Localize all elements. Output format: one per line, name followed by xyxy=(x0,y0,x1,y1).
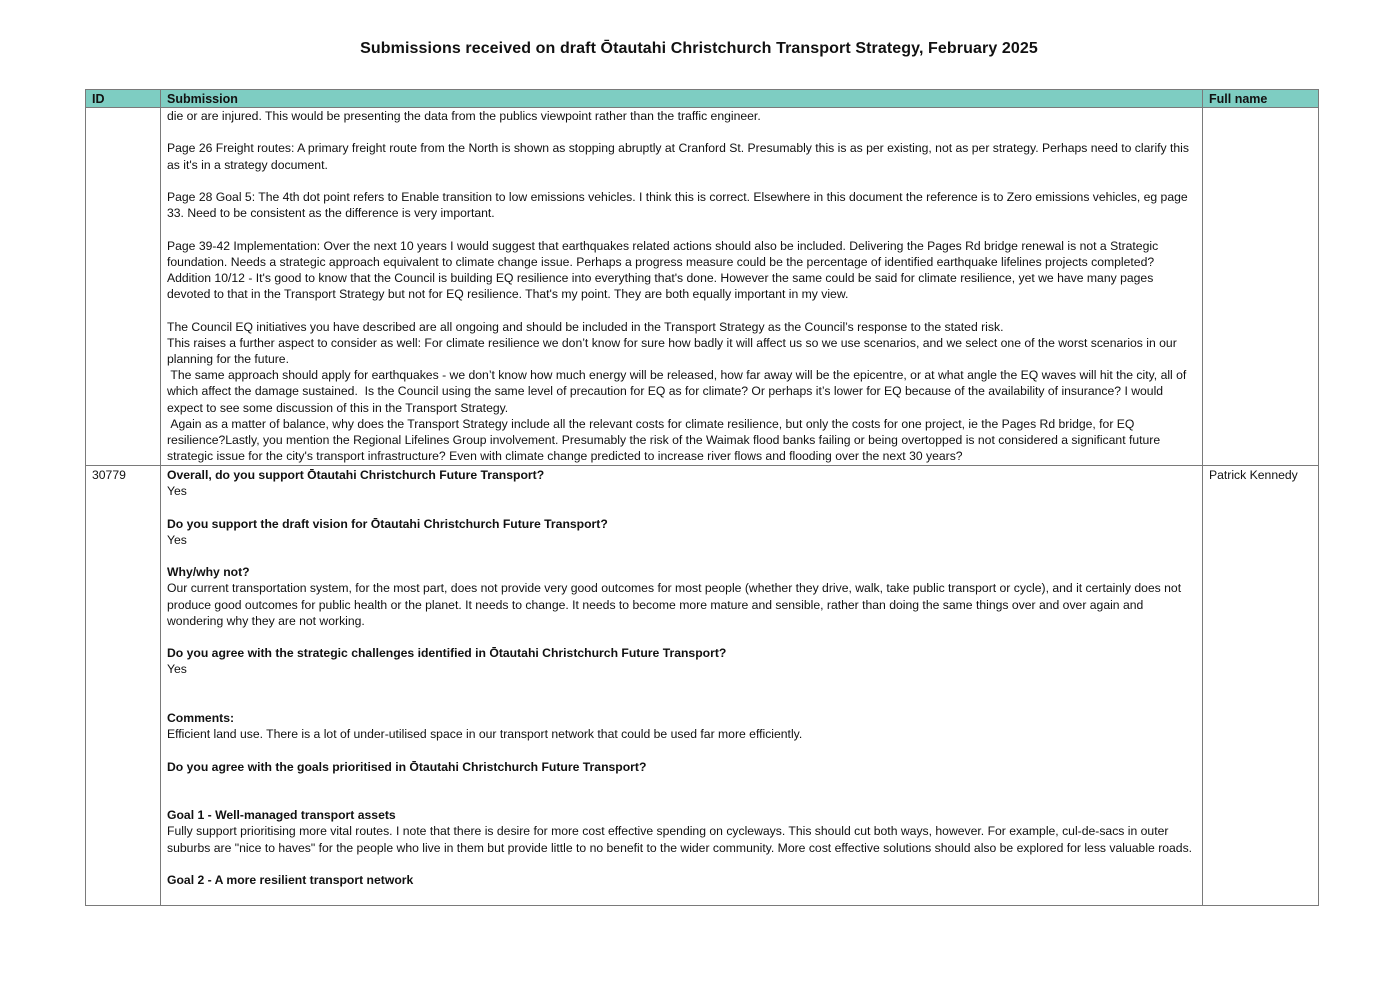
question-text: Do you agree with the goals prioritised in Ōtautahi Christchurch Future Transport? xyxy=(167,759,647,774)
page-title: Submissions received on draft Ōtautahi Christchurch Transport Strategy, February 2025 xyxy=(360,40,1038,57)
question-text: Why/why not? xyxy=(167,565,250,580)
column-header-id: ID xyxy=(86,90,161,108)
answer-text: Yes xyxy=(167,662,187,677)
submissions-table xyxy=(85,89,1319,906)
table-header-row xyxy=(86,90,1319,108)
submission-paragraph: Page 39-42 Implementation: Over the next 10 years I would suggest that earthquakes related actions should also be included. Delivering the Pages Rd bridge renewal is not a Strategic foundation. Needs a strategic approach equivalent to climate change issue. Perhaps a progress measure could be the percentage of identified earthquake lifelines projects completed? Addition 10/12 - It's good to know that the Council is building EQ resilience into everything that's done. However the same could be said for climate resilience, yet we have many pages devoted to that in the Transport Strategy but not for EQ resilience. That's my point. They are both equally important in my view. xyxy=(167,238,1159,302)
full-name-cell: Patrick Kennedy xyxy=(1203,466,1319,906)
submission-paragraph: die or are injured. This would be presenting the data from the publics viewpoint rather than the traffic engineer. xyxy=(167,109,761,123)
column-header-submission: Submission xyxy=(161,90,1203,108)
row-id-cell xyxy=(86,108,161,466)
answer-text: Yes xyxy=(167,532,187,547)
submission-paragraph: Page 26 Freight routes: A primary freight route from the North is shown as stopping abruptly at Cranford St. Presumably this is as per existing, not as per strategy. Perhaps need to clarify this as it's in a strategy document. xyxy=(167,141,1193,172)
question-text: Do you agree with the strategic challenges identified in Ōtautahi Christchurch Future Transport? xyxy=(167,646,727,661)
answer-text: Our current transportation system, for the most part, does not provide very good outcomes for most people (whether they drive, walk, take public transport or cycle), and it certainly does not produce good outcomes for public health or the planet. It needs to change. It needs to become more mature and sensible, rather than doing the same things over and over again and wondering why they are not working. xyxy=(167,581,1182,628)
answer-text: Efficient land use. There is a lot of under-utilised space in our transport network that could be used far more efficiently. xyxy=(167,727,803,742)
answer-text: Yes xyxy=(167,484,187,499)
question-text: Comments: xyxy=(167,710,235,725)
answer-text: Fully support prioritising more vital routes. I note that there is desire for more cost effective spending on cycleways. This should cut both ways, however. For example, cul-de-sacs in outer suburbs are "nice to haves" for the people who live in them but provide little to no benefit to the wider community. More cost effective solutions should also be explored for less valuable roads. xyxy=(167,824,1193,855)
column-header-full-name: Full name xyxy=(1203,90,1319,108)
submission-cell xyxy=(161,108,1203,466)
question-text: Goal 1 - Well-managed transport assets xyxy=(167,808,396,823)
full-name-cell xyxy=(1203,108,1319,466)
row-id-cell: 30779 xyxy=(86,466,161,906)
submission-paragraph: Page 28 Goal 5: The 4th dot point refers to Enable transition to low emissions vehicles. I think this is correct. Elsewhere in this document the reference is to Zero emissions vehicles, eg page 33. Need to be consistent as the difference is very important. xyxy=(167,189,1192,221)
question-text: Overall, do you support Ōtautahi Christchurch Future Transport? xyxy=(167,468,545,482)
table-row xyxy=(86,108,1319,466)
submission-paragraph: The Council EQ initiatives you have described are all ongoing and should be included in the Transport Strategy as the Council’s response to the stated risk. This raises a further aspect to consider as well: For climate resilience we don’t know for sure how badly it will affect us so we use scenarios, and we select one of the worst scenarios in our planning for the future. The same approach should apply for earthquakes - we don’t know how much energy will be released, how far away will be the epicentre, or at what angle the EQ waves will hit the city, all of which affect the damage sustained. Is the Council using the same level of precaution for EQ as for climate? Or perhaps it’s lower for EQ because of the availability of insurance? I would expect to see some discussion of this in the Transport Strategy. Again as a matter of balance, why does the Transport Strategy include all the relevant costs for climate resilience, but only the costs for one project, ie the Pages Rd bridge, for EQ resilience?Lastly, you mention the Regional Lifelines Group involvement. Presumably the risk of the Waimak flood banks failing or being overtopped is not considered a significant future strategic issue for the city's transport infrastructure? Even with climate change predicted to increase river flows and flooding over the next 30 years? xyxy=(167,319,1187,464)
question-text: Do you support the draft vision for Ōtautahi Christchurch Future Transport? xyxy=(167,516,608,531)
question-text: Goal 2 - A more resilient transport network xyxy=(167,872,414,887)
table-row xyxy=(86,466,1319,906)
submission-cell xyxy=(161,466,1203,906)
